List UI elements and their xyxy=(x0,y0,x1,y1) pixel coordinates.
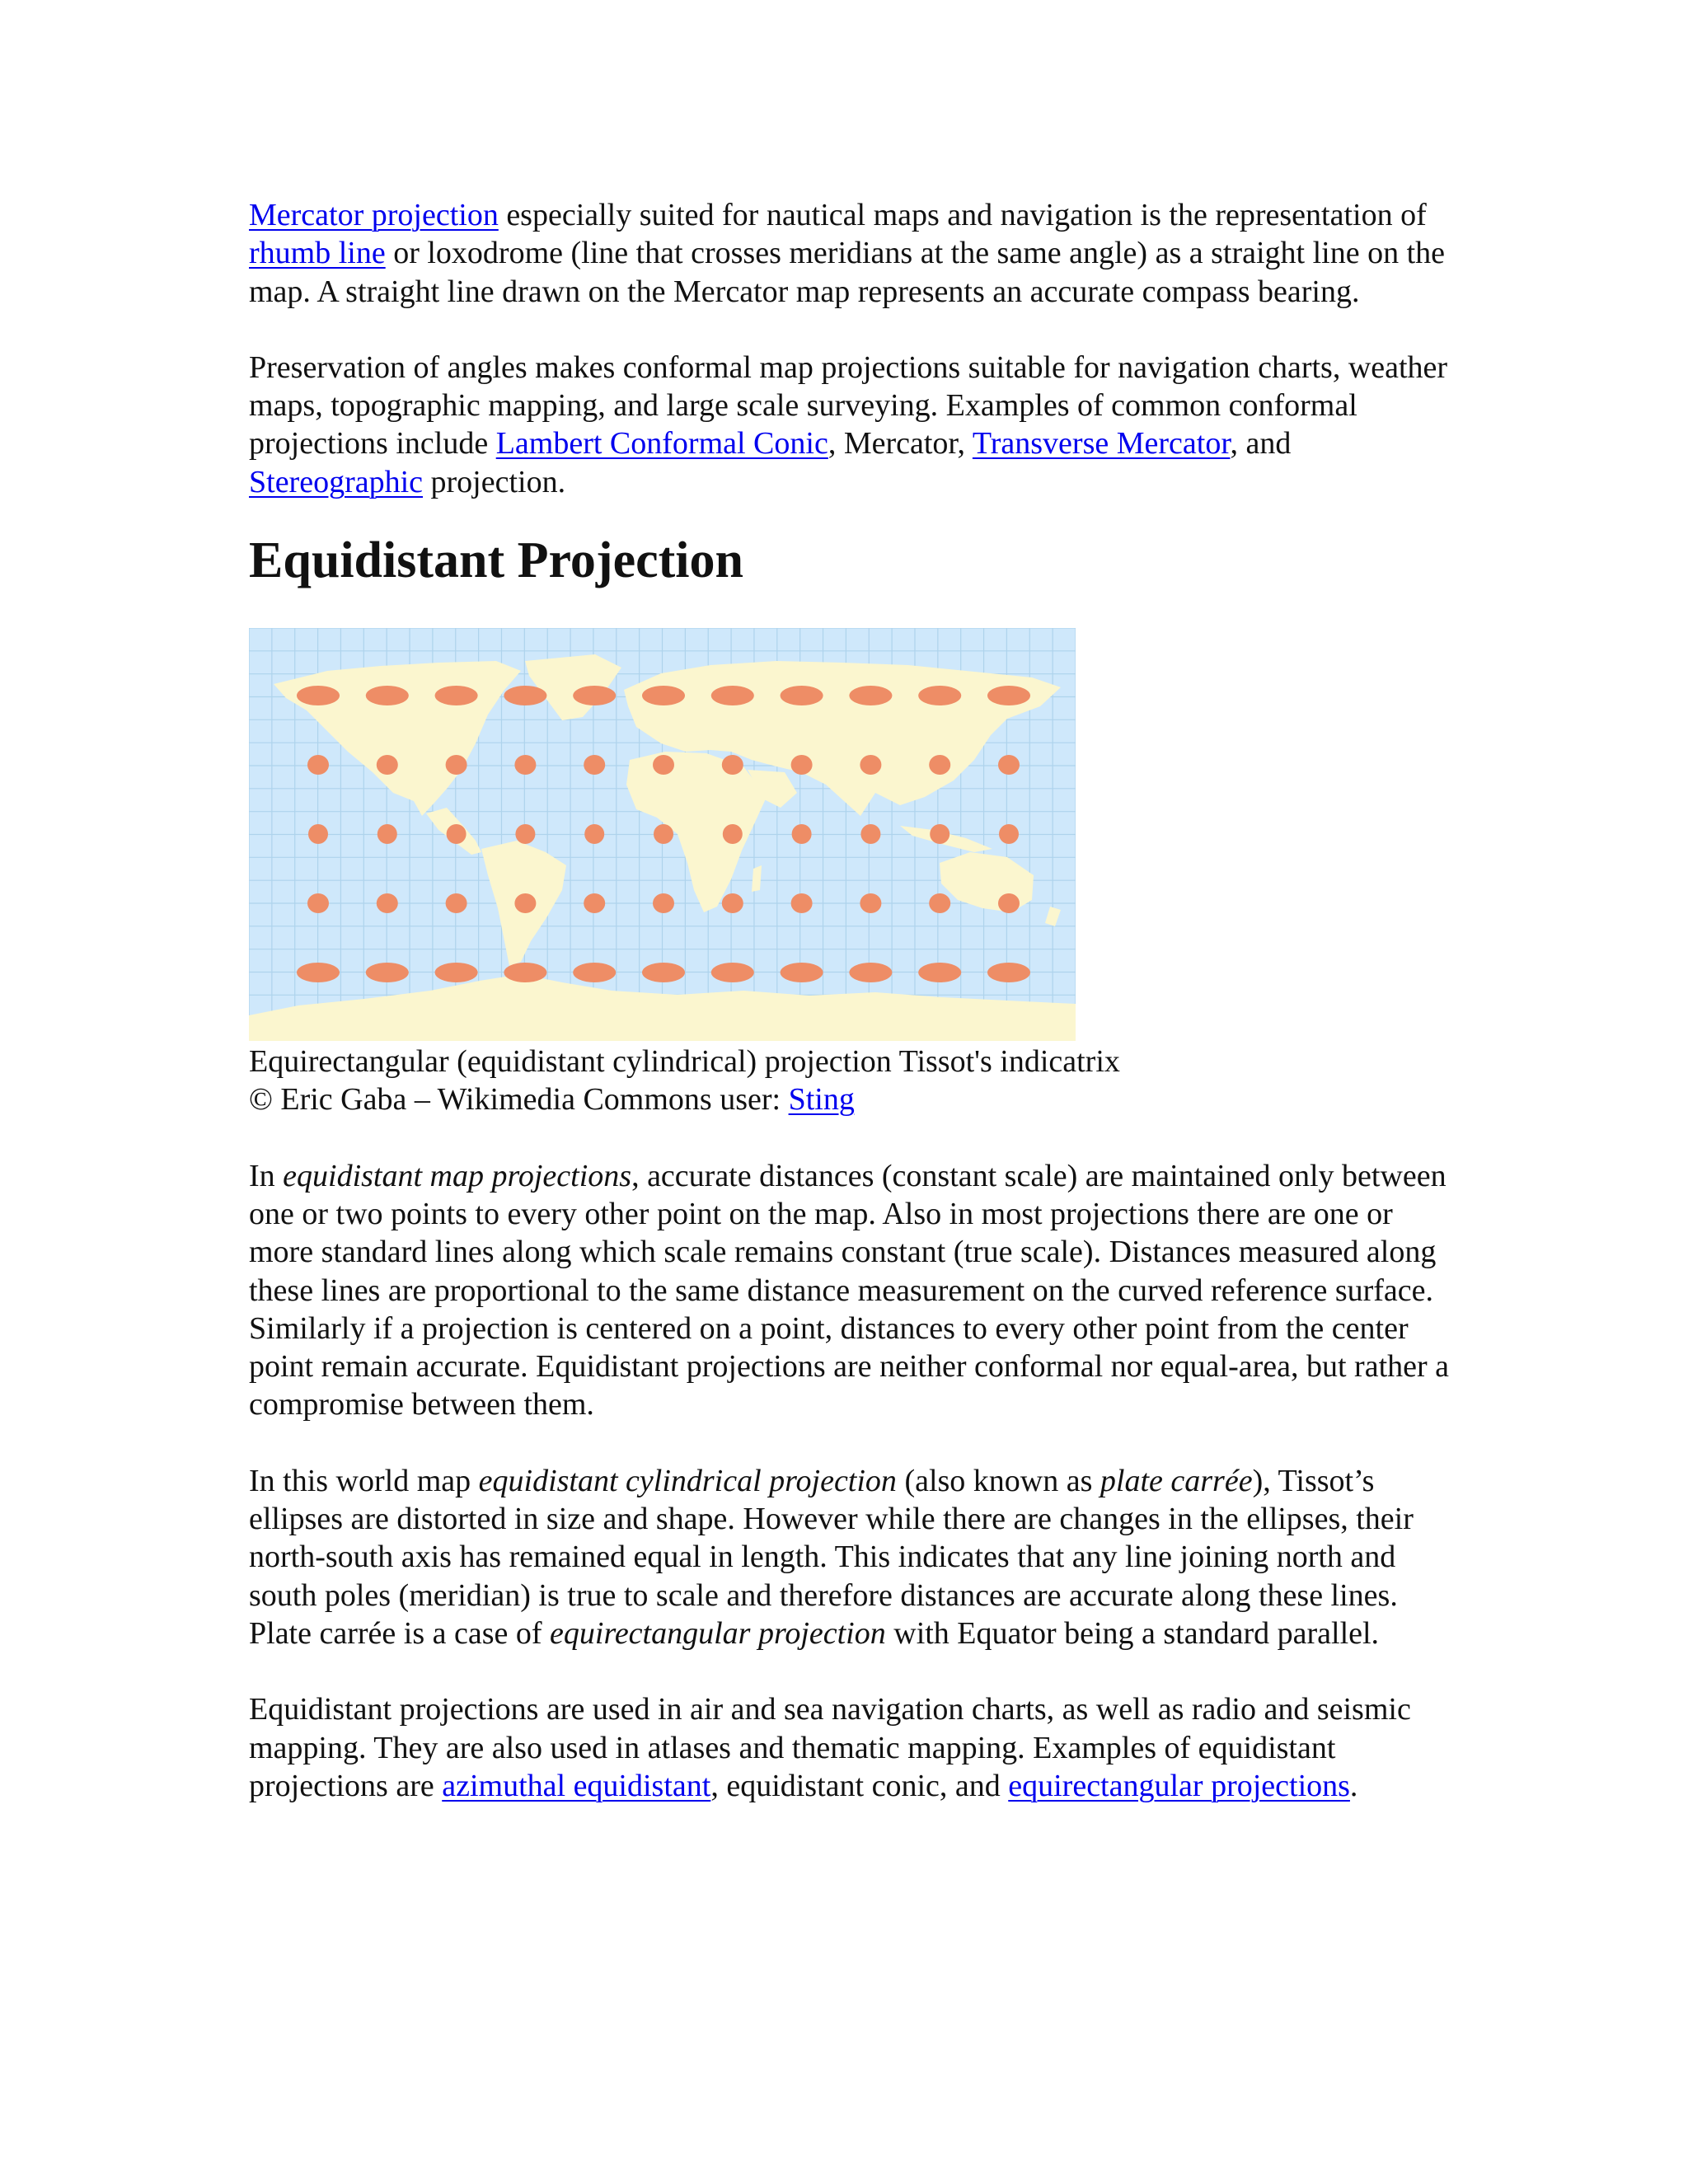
tissot-ellipse xyxy=(918,686,961,705)
tissot-ellipse xyxy=(781,686,823,705)
tissot-ellipse xyxy=(515,824,535,844)
tissot-ellipse xyxy=(297,686,340,705)
tissot-ellipse xyxy=(377,755,398,775)
tissot-ellipse xyxy=(573,963,616,982)
tissot-ellipse xyxy=(514,755,536,775)
equirectangular-tissot-map xyxy=(249,628,1076,1041)
tissot-ellipse xyxy=(308,824,328,844)
tissot-ellipse xyxy=(781,963,823,982)
tissot-ellipse xyxy=(999,824,1019,844)
tissot-ellipse xyxy=(918,963,961,982)
tissot-ellipse xyxy=(849,686,892,705)
tissot-ellipse xyxy=(723,824,743,844)
tissot-ellipse xyxy=(722,893,743,913)
tissot-ellipse xyxy=(366,686,409,705)
figure-caption-line1: Equirectangular (equidistant cylindrical) projection Tissot's indicatrix xyxy=(249,1044,1120,1080)
tissot-ellipse xyxy=(929,893,950,913)
link-lambert-conformal-conic[interactable]: Lambert Conformal Conic xyxy=(495,426,828,462)
tissot-ellipse xyxy=(930,824,950,844)
tissot-ellipse xyxy=(584,755,605,775)
paragraph-uses: Equidistant projections are used in air and sea navigation charts, as well as radio and seismic mapping. They are also used in atlases and thematic mapping. Examples of equidistant projections are azimuthal equidistant, equidistant conic, and equirectangular projections. xyxy=(249,1692,1411,1803)
tissot-ellipse xyxy=(653,893,674,913)
tissot-ellipse xyxy=(711,963,754,982)
tissot-ellipse xyxy=(791,755,813,775)
document-body xyxy=(249,196,1461,1805)
figure-caption-line2: © Eric Gaba – Wikimedia Commons user: Sting xyxy=(249,1082,855,1118)
tissot-ellipse xyxy=(297,963,340,982)
paragraph-equidistant: In equidistant map projections, accurate distances (constant scale) are maintained only between one or two points to every other point on the map. Also in most projections there are one or more standard lines along which scale remains constant (true scale). Distances measured along these lines are proportional to the same distance measurement on the curved reference surface. Similarly if a projection is centered on a point, distances to every other point from the center point remain accurate. Equidistant projections are neither conformal nor equal-area, but rather a compromise between them. xyxy=(249,1158,1450,1422)
tissot-ellipse xyxy=(642,963,685,982)
tissot-ellipse xyxy=(860,824,880,844)
tissot-ellipse xyxy=(722,755,743,775)
tissot-ellipse xyxy=(584,893,605,913)
tissot-ellipse xyxy=(653,755,674,775)
tissot-ellipse xyxy=(860,893,881,913)
tissot-ellipse xyxy=(998,755,1020,775)
paragraph-mercator: Mercator projection especially suited for nautical maps and navigation is the representation of rhumb line or loxodrome (line that crosses meridians at the same angle) as a straight line on the map. A straight line drawn on the Mercator map represents an accurate compass bearing. xyxy=(249,198,1445,309)
tissot-ellipse xyxy=(987,963,1030,982)
tissot-ellipse xyxy=(987,686,1030,705)
tissot-ellipse xyxy=(307,755,329,775)
tissot-ellipse xyxy=(711,686,754,705)
tissot-ellipse xyxy=(377,893,398,913)
link-mercator-projection[interactable]: Mercator projection xyxy=(249,198,499,232)
tissot-ellipse xyxy=(860,755,881,775)
link-rhumb-line[interactable]: rhumb line xyxy=(249,236,386,271)
tissot-ellipse xyxy=(654,824,673,844)
tissot-ellipse xyxy=(642,686,685,705)
paragraph-conformal: Preservation of angles makes conformal map projections suitable for navigation charts, weather maps, topographic mapping, and large scale surveying. Examples of common conformal projections include Lambert Conformal Conic, Mercator, Transverse Mercator, and Stereographic projection. xyxy=(249,349,1448,499)
tissot-ellipse xyxy=(792,824,812,844)
tissot-ellipse xyxy=(504,963,546,982)
tissot-ellipse xyxy=(998,893,1020,913)
tissot-ellipse xyxy=(504,686,546,705)
tissot-ellipse xyxy=(791,893,813,913)
link-stereographic[interactable]: Stereographic xyxy=(249,464,424,499)
tissot-ellipse xyxy=(849,963,892,982)
tissot-ellipse xyxy=(447,824,467,844)
link-transverse-mercator[interactable]: Transverse Mercator xyxy=(972,426,1231,462)
link-azimuthal-equidistant[interactable]: azimuthal equidistant xyxy=(442,1768,711,1803)
tissot-ellipse xyxy=(377,824,397,844)
tissot-ellipse xyxy=(366,963,409,982)
tissot-ellipse xyxy=(446,893,467,913)
tissot-ellipse xyxy=(584,824,604,844)
tissot-ellipse xyxy=(929,755,950,775)
link-equirectangular-projections[interactable]: equirectangular projections xyxy=(1008,1768,1350,1803)
section-heading: Equidistant Projection xyxy=(249,532,743,589)
link-sting[interactable]: Sting xyxy=(788,1082,855,1118)
tissot-ellipse xyxy=(307,893,329,913)
tissot-ellipse xyxy=(446,755,467,775)
tissot-ellipse xyxy=(435,963,478,982)
tissot-ellipse xyxy=(514,893,536,913)
tissot-ellipse xyxy=(573,686,616,705)
map-figure xyxy=(249,628,1076,1041)
paragraph-plate-carree: In this world map equidistant cylindrical projection (also known as plate carrée), Tissot’s ellipses are distorted in size and shape. However while there are changes in the ellipses, their north-south axis has remained equal in length. This indicates that any line joining north and south poles (meridian) is true to scale and therefore distances are accurate along these lines. Plate carrée is a case of equirectangular projection with Equator being a standard parallel. xyxy=(249,1463,1414,1651)
tissot-ellipse xyxy=(435,686,478,705)
